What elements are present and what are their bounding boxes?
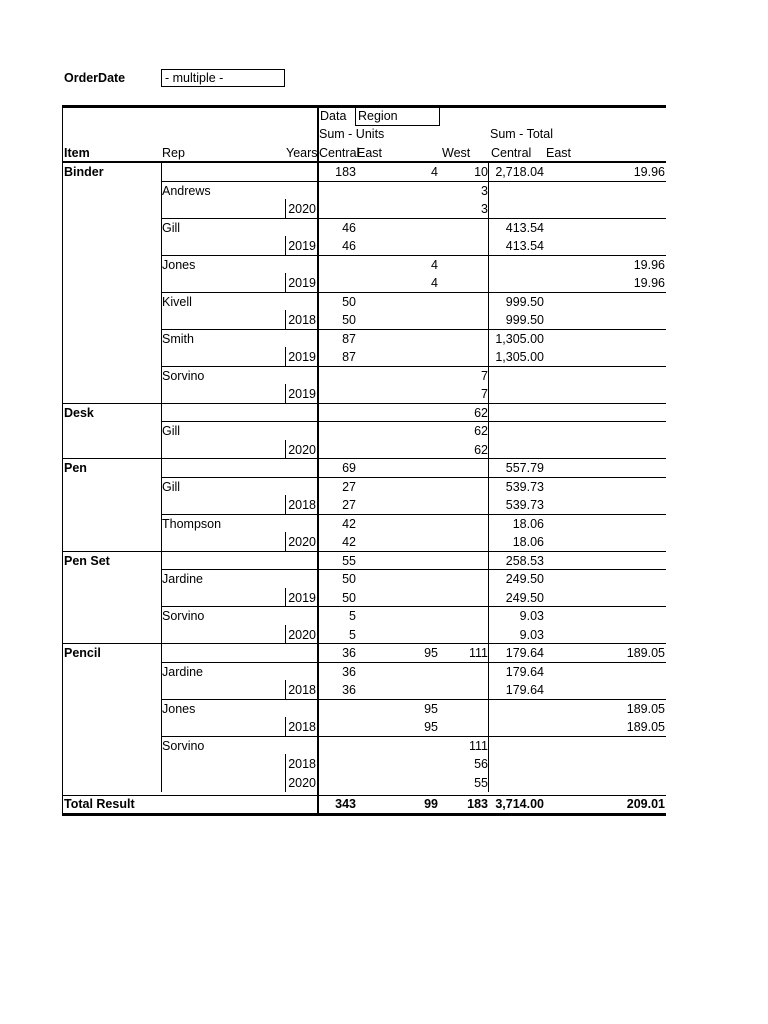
row-year-label[interactable]: 2019 xyxy=(288,590,316,605)
rep-column-border xyxy=(161,236,162,256)
total-central-value: 999.50 xyxy=(505,294,544,309)
filter-value[interactable]: - multiple - xyxy=(165,71,224,85)
header-rep[interactable]: Rep xyxy=(162,146,185,160)
total-units-west: 183 xyxy=(467,797,488,811)
units-central-value: 27 xyxy=(342,498,356,512)
units-central-value: 5 xyxy=(349,609,356,623)
total-total-central: 3,714.00 xyxy=(495,797,544,811)
units-west-value: 62 xyxy=(474,405,488,420)
row-item-label[interactable]: Binder xyxy=(64,165,104,179)
units-total-divider xyxy=(488,773,489,793)
total-central-value: 18.06 xyxy=(512,516,544,531)
row-item-label[interactable]: Desk xyxy=(64,405,94,420)
row-year-label[interactable]: 2018 xyxy=(288,720,316,734)
units-total-divider xyxy=(488,199,489,219)
rep-column-border xyxy=(161,643,162,663)
total-central-value: 557.79 xyxy=(505,461,544,475)
rep-column-border xyxy=(161,495,162,515)
units-central-value: 50 xyxy=(342,294,356,309)
units-central-value: 50 xyxy=(342,572,356,586)
row-rep-label[interactable]: Sorvino xyxy=(162,609,205,623)
item-group-divider xyxy=(62,162,666,163)
rep-column-border xyxy=(161,625,162,645)
units-central-value: 36 xyxy=(342,683,356,697)
units-west-value: 62 xyxy=(474,442,488,457)
units-east-value: 4 xyxy=(431,165,438,179)
total-central-value: 249.50 xyxy=(505,590,544,605)
row-year-label[interactable]: 2018 xyxy=(288,313,316,327)
units-west-value: 10 xyxy=(474,165,488,179)
units-central-value: 46 xyxy=(342,239,356,253)
units-central-value: 50 xyxy=(342,590,356,605)
row-year-label[interactable]: 2019 xyxy=(288,387,316,401)
total-central-value: 2,718.04 xyxy=(495,165,544,179)
rep-column-border xyxy=(161,680,162,700)
units-total-divider xyxy=(488,181,489,201)
units-east-value: 95 xyxy=(424,646,438,660)
units-central-value: 55 xyxy=(342,553,356,568)
total-units-central: 343 xyxy=(335,797,356,811)
total-central-value: 179.64 xyxy=(505,646,544,660)
total-central-value: 413.54 xyxy=(505,239,544,253)
units-west-value: 111 xyxy=(468,646,488,660)
total-central-value: 18.06 xyxy=(512,535,544,549)
row-rep-label[interactable]: Sorvino xyxy=(162,368,205,383)
units-total-divider xyxy=(488,754,489,774)
total-east-value: 189.05 xyxy=(626,720,665,734)
total-east-value: 189.05 xyxy=(626,646,665,660)
table-bottom-border xyxy=(62,813,666,816)
units-west-value: 55 xyxy=(474,775,488,790)
rep-column-border xyxy=(161,403,162,423)
total-central-value: 9.03 xyxy=(519,609,544,623)
rep-group-divider xyxy=(161,662,666,663)
rep-column-border xyxy=(161,310,162,330)
total-total-east: 209.01 xyxy=(626,797,665,811)
total-central-value: 179.64 xyxy=(505,664,544,679)
total-east-value: 19.96 xyxy=(633,165,665,179)
units-central-value: 42 xyxy=(342,516,356,531)
units-central-value: 42 xyxy=(342,535,356,549)
rep-column-border xyxy=(161,532,162,552)
item-group-divider xyxy=(62,403,666,404)
total-units-east: 99 xyxy=(424,797,438,811)
header-sum-total: Sum - Total xyxy=(490,127,553,141)
row-year-label[interactable]: 2019 xyxy=(288,276,316,290)
header-west: West xyxy=(442,146,471,160)
row-year-label[interactable]: 2019 xyxy=(288,350,316,364)
rep-group-divider xyxy=(161,421,666,422)
row-rep-label[interactable]: Sorvino xyxy=(162,738,205,753)
units-west-value: 111 xyxy=(468,738,488,753)
total-label: Total Result xyxy=(64,797,135,811)
rep-group-divider xyxy=(161,736,666,737)
units-total-divider xyxy=(488,440,489,460)
total-central-value: 413.54 xyxy=(505,220,544,235)
rep-group-divider xyxy=(161,514,666,515)
row-rep-label[interactable]: Kivell xyxy=(162,294,192,309)
units-total-divider xyxy=(488,421,489,441)
total-central-value: 1,305.00 xyxy=(495,350,544,364)
units-west-value: 3 xyxy=(481,183,488,198)
column-divider-data xyxy=(317,105,319,816)
total-central-value: 179.64 xyxy=(505,683,544,697)
row-item-label[interactable]: Pencil xyxy=(64,646,101,660)
total-central-value: 9.03 xyxy=(519,627,544,642)
header-central-total: Central xyxy=(491,146,532,160)
row-year-label[interactable]: 2018 xyxy=(288,498,316,512)
units-east-value: 4 xyxy=(431,257,438,272)
units-east-value: 4 xyxy=(431,276,438,290)
rep-group-divider xyxy=(161,329,666,330)
total-east-value: 19.96 xyxy=(633,257,665,272)
rep-group-divider xyxy=(161,181,666,182)
row-year-label[interactable]: 2018 xyxy=(288,757,316,771)
row-rep-label[interactable]: Gill xyxy=(162,220,181,235)
units-central-value: 36 xyxy=(342,646,356,660)
units-total-divider xyxy=(488,366,489,386)
units-central-value: 87 xyxy=(342,350,356,364)
units-west-value: 7 xyxy=(481,368,488,383)
total-central-value: 999.50 xyxy=(505,313,544,327)
units-central-value: 183 xyxy=(335,165,356,179)
units-total-divider xyxy=(488,717,489,737)
rep-column-border xyxy=(161,754,162,774)
row-year-label[interactable]: 2020 xyxy=(288,442,316,457)
units-total-divider xyxy=(488,736,489,756)
row-year-label[interactable]: 2020 xyxy=(288,535,316,549)
rep-group-divider xyxy=(161,606,666,607)
header-east-total: East xyxy=(546,146,572,160)
units-west-value: 7 xyxy=(481,387,488,401)
header-east: East xyxy=(357,146,383,160)
row-item-label[interactable]: Pen Set xyxy=(64,553,110,568)
units-east-value: 95 xyxy=(424,701,438,716)
rep-column-border xyxy=(161,162,162,182)
row-rep-label[interactable]: Thompson xyxy=(162,516,222,531)
total-east-value: 189.05 xyxy=(626,701,665,716)
units-west-value: 3 xyxy=(481,202,488,216)
row-rep-label[interactable]: Jardine xyxy=(162,664,203,679)
rep-group-divider xyxy=(161,366,666,367)
rep-column-border xyxy=(161,384,162,404)
filter-label: OrderDate xyxy=(64,71,126,85)
rep-column-border xyxy=(161,717,162,737)
rep-group-divider xyxy=(161,218,666,219)
row-rep-label[interactable]: Gill xyxy=(162,479,181,494)
row-year-label[interactable]: 2020 xyxy=(288,627,316,642)
units-west-value: 56 xyxy=(474,757,488,771)
rep-column-border xyxy=(161,273,162,293)
units-central-value: 27 xyxy=(342,479,356,494)
row-item-label[interactable]: Pen xyxy=(64,461,87,475)
rep-column-border xyxy=(161,588,162,608)
units-total-divider xyxy=(488,273,489,293)
item-group-divider xyxy=(62,551,666,552)
units-central-value: 69 xyxy=(342,461,356,475)
units-central-value: 87 xyxy=(342,331,356,346)
header-sum-units: Sum - Units xyxy=(319,127,385,141)
total-east-value: 19.96 xyxy=(633,276,665,290)
units-central-value: 46 xyxy=(342,220,356,235)
rep-column-border xyxy=(161,551,162,571)
total-central-value: 258.53 xyxy=(505,553,544,568)
units-total-divider xyxy=(488,255,489,275)
item-group-divider xyxy=(62,458,666,459)
units-total-divider xyxy=(488,403,489,423)
total-central-value: 539.73 xyxy=(505,498,544,512)
units-total-divider xyxy=(488,699,489,719)
total-central-value: 249.50 xyxy=(505,572,544,586)
header-region[interactable]: Region xyxy=(358,109,398,123)
rep-column-border xyxy=(161,458,162,478)
total-central-value: 1,305.00 xyxy=(495,331,544,346)
row-year-label[interactable]: 2020 xyxy=(288,202,316,216)
rep-column-border xyxy=(161,199,162,219)
header-item[interactable]: Item xyxy=(64,146,90,160)
row-year-label[interactable]: 2018 xyxy=(288,683,316,697)
row-rep-label[interactable]: Jones xyxy=(162,701,196,716)
total-top-border xyxy=(62,795,666,796)
header-data: Data xyxy=(320,109,347,123)
row-year-label[interactable]: 2019 xyxy=(288,239,316,253)
units-west-value: 62 xyxy=(474,424,488,438)
row-rep-label[interactable]: Jones xyxy=(162,257,196,272)
rep-column-border xyxy=(161,440,162,460)
table-left-border xyxy=(62,105,63,816)
rep-group-divider xyxy=(161,292,666,293)
rep-column-border xyxy=(161,347,162,367)
units-central-value: 36 xyxy=(342,664,356,679)
rep-group-divider xyxy=(161,477,666,478)
rep-group-divider xyxy=(161,569,666,570)
rep-column-border xyxy=(161,773,162,793)
header-central: Central xyxy=(319,146,360,160)
row-rep-label[interactable]: Jardine xyxy=(162,572,203,586)
units-central-value: 50 xyxy=(342,313,356,327)
row-rep-label[interactable]: Gill xyxy=(162,424,181,438)
units-central-value: 5 xyxy=(349,627,356,642)
row-rep-label[interactable]: Andrews xyxy=(162,183,211,198)
units-total-divider xyxy=(488,384,489,404)
item-group-divider xyxy=(62,643,666,644)
total-central-value: 539.73 xyxy=(505,479,544,494)
header-years[interactable]: Years xyxy=(286,146,318,160)
row-year-label[interactable]: 2020 xyxy=(288,775,316,790)
row-rep-label[interactable]: Smith xyxy=(162,331,194,346)
units-east-value: 95 xyxy=(424,720,438,734)
